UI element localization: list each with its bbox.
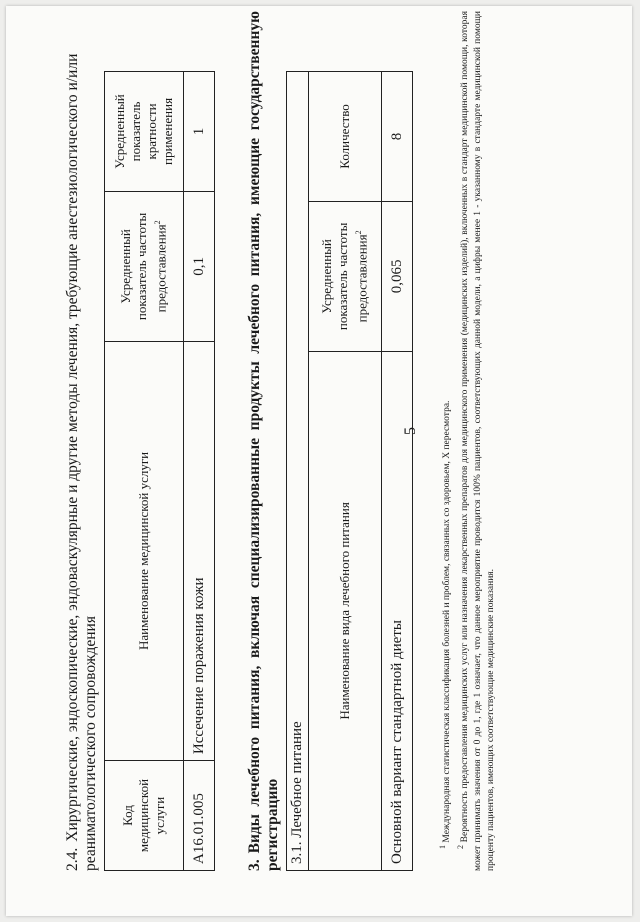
header-nutrition-frequency: Усредненный показатель частоты предоставления$^2$ <box>309 201 382 351</box>
nutrition-table <box>286 71 413 871</box>
header-nutrition-name: Наименование вида лечебного питания <box>309 351 382 870</box>
section-3-number: 3. <box>246 859 263 871</box>
services-table-header <box>105 72 184 871</box>
header-quantity: Количество <box>309 72 382 202</box>
cell-frequency: 0,1 <box>184 191 215 341</box>
section-3-heading <box>246 11 282 871</box>
header-code: Код медицинской услуги <box>105 761 184 871</box>
cell-nutrition-frequency: 0,065 <box>382 201 413 351</box>
section-2-4-heading <box>64 11 100 871</box>
section-3-title: Виды лечебного питания, включая специализированные продукты лечебного питания, имеющие государственную регистрацию <box>246 11 281 871</box>
document-sheet <box>6 6 632 916</box>
rotated-page <box>64 6 624 871</box>
services-table <box>104 71 215 871</box>
cell-quantity: 8 <box>382 72 413 202</box>
footnotes <box>436 11 498 871</box>
section-2-4-title: Хирургические, эндоскопические, эндоваскулярные и другие методы лечения, требующие анестезиологического и/или реаниматологического сопровождения <box>64 53 99 871</box>
table-row <box>184 72 215 871</box>
section-2-4-number: 2.4. <box>64 847 81 871</box>
nutrition-subheading-row <box>287 72 309 871</box>
page-number: 5 <box>402 427 419 435</box>
nutrition-table-header <box>309 72 382 871</box>
header-frequency: Усредненный показатель частоты предоставления$^2$ <box>105 191 184 341</box>
header-service-name: Наименование медицинской услуги <box>105 341 184 760</box>
footnote-2: $^2$ Вероятность предоставления медицинских услуг или назначения лекарственных препаратов для медицинского применения (медицинских изделий), включенных в стандарт медицинской помощи, которая может принимать значения от 0 до 1, где 1 означает, что данное мероприятие проводится 100% пациентов, соответствующих данной модели, а цифры менее 1 - указанному в стандарте медицинской помощи проценту пациентов, имеющих соответствующие медицинские показания. <box>456 11 497 871</box>
cell-nutrition-name: Основной вариант стандартной диеты <box>382 351 413 870</box>
footnote-1: $^1$ Международная статистическая классификация болезней и проблем, связанных со здоровьем, X пересмотра. <box>438 400 453 849</box>
table-row <box>382 72 413 871</box>
cell-multiplicity: 1 <box>184 72 215 192</box>
cell-code: A16.01.005 <box>184 761 215 871</box>
section-3-1-heading: 3.1. Лечебное питание <box>287 72 309 871</box>
header-multiplicity: Усредненный показатель кратности применения <box>105 72 184 192</box>
cell-service-name: Иссечение поражения кожи <box>184 341 215 760</box>
